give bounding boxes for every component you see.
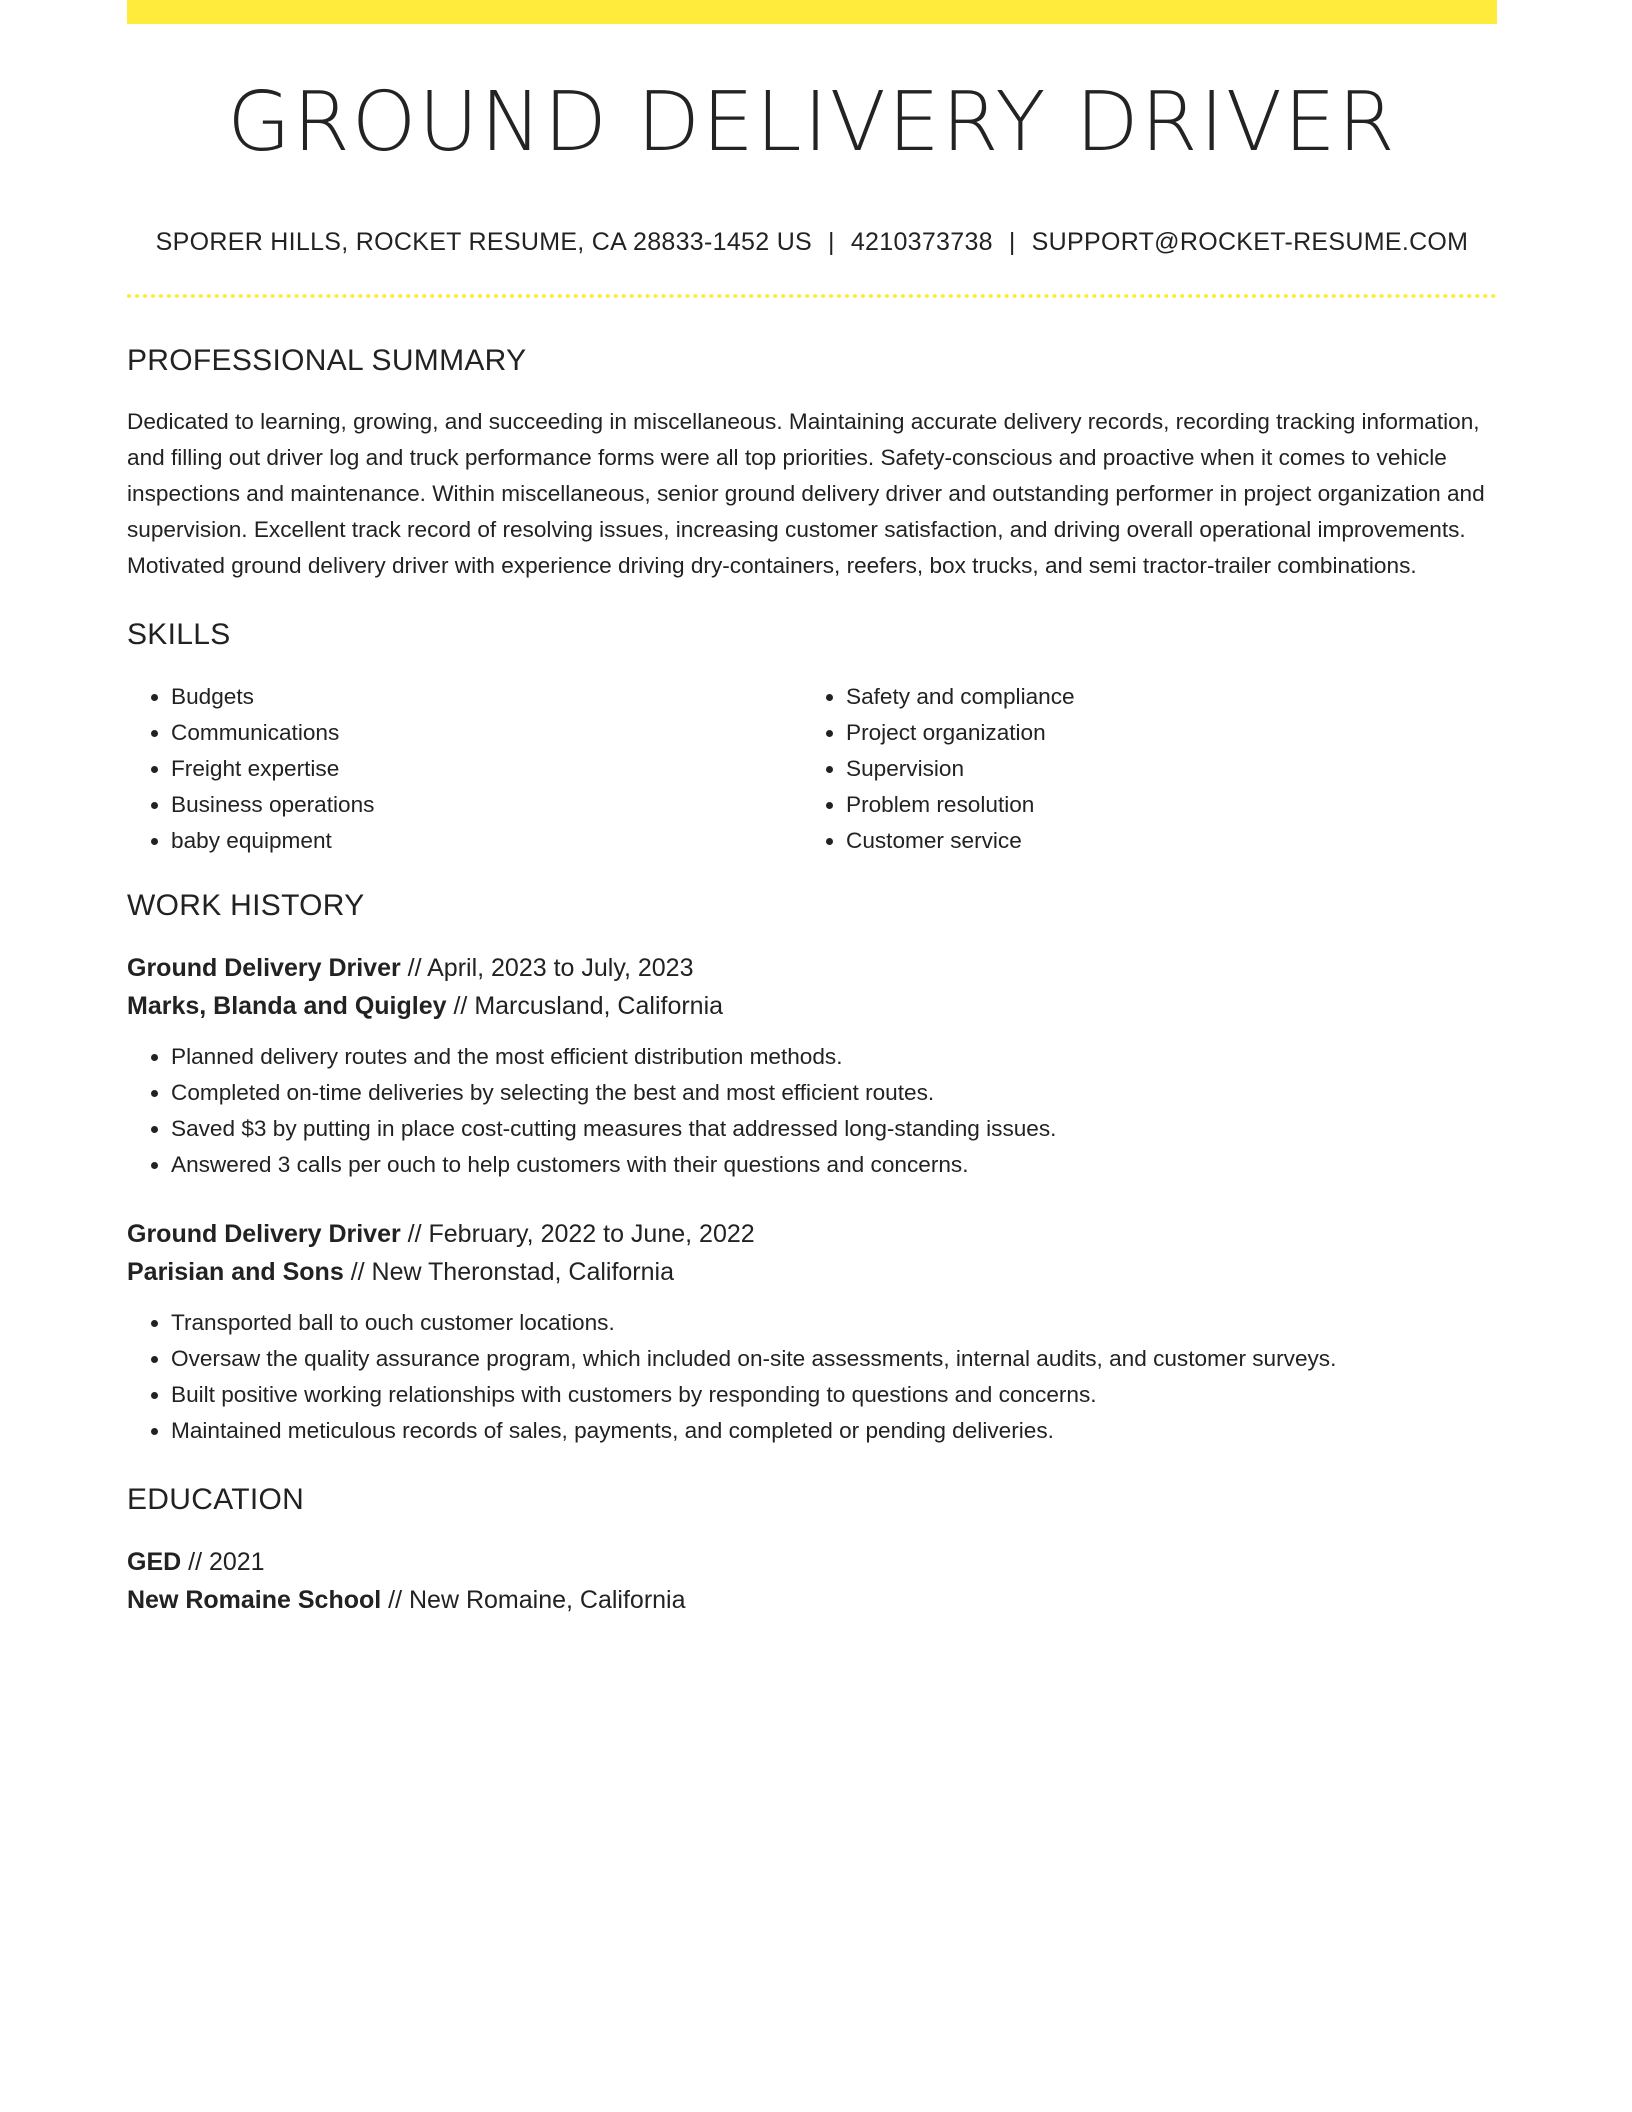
job-bullets — [127, 1039, 1497, 1183]
skill-item: • Supervision — [846, 751, 1496, 787]
skills-section — [127, 618, 1497, 859]
education-heading: EDUCATION — [127, 1483, 305, 1516]
job-entry — [127, 1215, 1497, 1449]
degree-line — [127, 1543, 1497, 1581]
contact-phone: 4210373738 — [850, 228, 993, 256]
school-location: // New Romaine, California — [381, 1586, 686, 1614]
school-line — [127, 1581, 1497, 1619]
dotted-divider — [127, 294, 1497, 298]
job-bullet: • Saved $3 by putting in place cost-cutting measures that addressed long-standing issues. — [171, 1111, 1497, 1147]
summary-section — [127, 344, 1497, 584]
degree-year: // 2021 — [181, 1548, 265, 1576]
job-entry — [127, 949, 1497, 1183]
skill-item: • Project organization — [846, 715, 1496, 751]
company-name: Parisian and Sons — [127, 1258, 344, 1286]
job-title-line — [127, 949, 1497, 987]
skills-left-list — [127, 679, 802, 859]
degree-name: GED — [127, 1548, 182, 1576]
skill-item: • Problem resolution — [846, 787, 1496, 823]
school-name: New Romaine School — [127, 1586, 382, 1614]
work-history-section — [127, 889, 1497, 1449]
job-bullet: • Oversaw the quality assurance program, which included on-site assessments, internal audits, and customer surveys. — [171, 1341, 1497, 1377]
job-dates: // April, 2023 to July, 2023 — [400, 954, 694, 982]
job-dates: // February, 2022 to June, 2022 — [400, 1220, 755, 1248]
company-location: // Marcusland, California — [446, 992, 724, 1020]
skills-right-list — [802, 679, 1496, 859]
job-title: Ground Delivery Driver — [127, 1220, 401, 1248]
skill-item: • Business operations — [171, 787, 802, 823]
job-bullet: • Built positive working relationships with customers by responding to questions and concerns. — [171, 1377, 1497, 1413]
job-bullet: • Answered 3 calls per ouch to help customers with their questions and concerns. — [171, 1147, 1497, 1183]
education-section — [127, 1483, 1497, 1619]
job-bullets — [127, 1305, 1497, 1449]
job-bullet: • Planned delivery routes and the most efficient distribution methods. — [171, 1039, 1497, 1075]
accent-bar — [127, 0, 1497, 24]
contact-separator: | — [828, 228, 835, 256]
company-line — [127, 1253, 1497, 1291]
contact-email: SUPPORT@ROCKET-RESUME.COM — [1031, 228, 1469, 256]
summary-heading: PROFESSIONAL SUMMARY — [127, 344, 527, 377]
job-bullet: • Transported ball to ouch customer locations. — [171, 1305, 1497, 1341]
skill-item: • baby equipment — [171, 823, 802, 859]
company-line — [127, 987, 1497, 1025]
resume-page — [127, 0, 1497, 1619]
company-location: // New Theronstad, California — [343, 1258, 674, 1286]
skill-item: • Freight expertise — [171, 751, 802, 787]
skill-item: • Safety and compliance — [846, 679, 1496, 715]
skill-item: • Communications — [171, 715, 802, 751]
job-title-line — [127, 1215, 1497, 1253]
job-bullet: • Maintained meticulous records of sales, payments, and completed or pending deliveries. — [171, 1413, 1497, 1449]
skill-item: • Budgets — [171, 679, 802, 715]
skills-columns — [127, 679, 1497, 859]
summary-text: Dedicated to learning, growing, and succeeding in miscellaneous. Maintaining accurate delivery records, recording tracking information, and filling out driver log and truck performance forms were all top priorities. Safety-conscious and proactive when it comes to vehicle inspections and maintenance. Within miscellaneous, senior ground delivery driver and outstanding performer in project organization and supervision. Excellent track record of resolving issues, increasing customer satisfaction, and driving overall operational improvements. Motivated ground delivery driver with experience driving dry-containers, reefers, box trucks, and semi tractor-trailer combinations. — [127, 409, 1485, 578]
contact-separator: | — [1008, 228, 1016, 256]
resume-title: GROUND DELIVERY DRIVER — [227, 75, 1397, 170]
company-name: Marks, Blanda and Quigley — [127, 992, 447, 1020]
job-title: Ground Delivery Driver — [127, 954, 401, 982]
contact-address: SPORER HILLS, ROCKET RESUME, CA 28833-1452 US — [155, 228, 813, 256]
contact-line — [127, 228, 1497, 257]
skills-heading: SKILLS — [127, 618, 231, 651]
skill-item: • Customer service — [846, 823, 1496, 859]
work-history-heading: WORK HISTORY — [127, 889, 365, 922]
job-bullet: • Completed on-time deliveries by selecting the best and most efficient routes. — [171, 1075, 1497, 1111]
